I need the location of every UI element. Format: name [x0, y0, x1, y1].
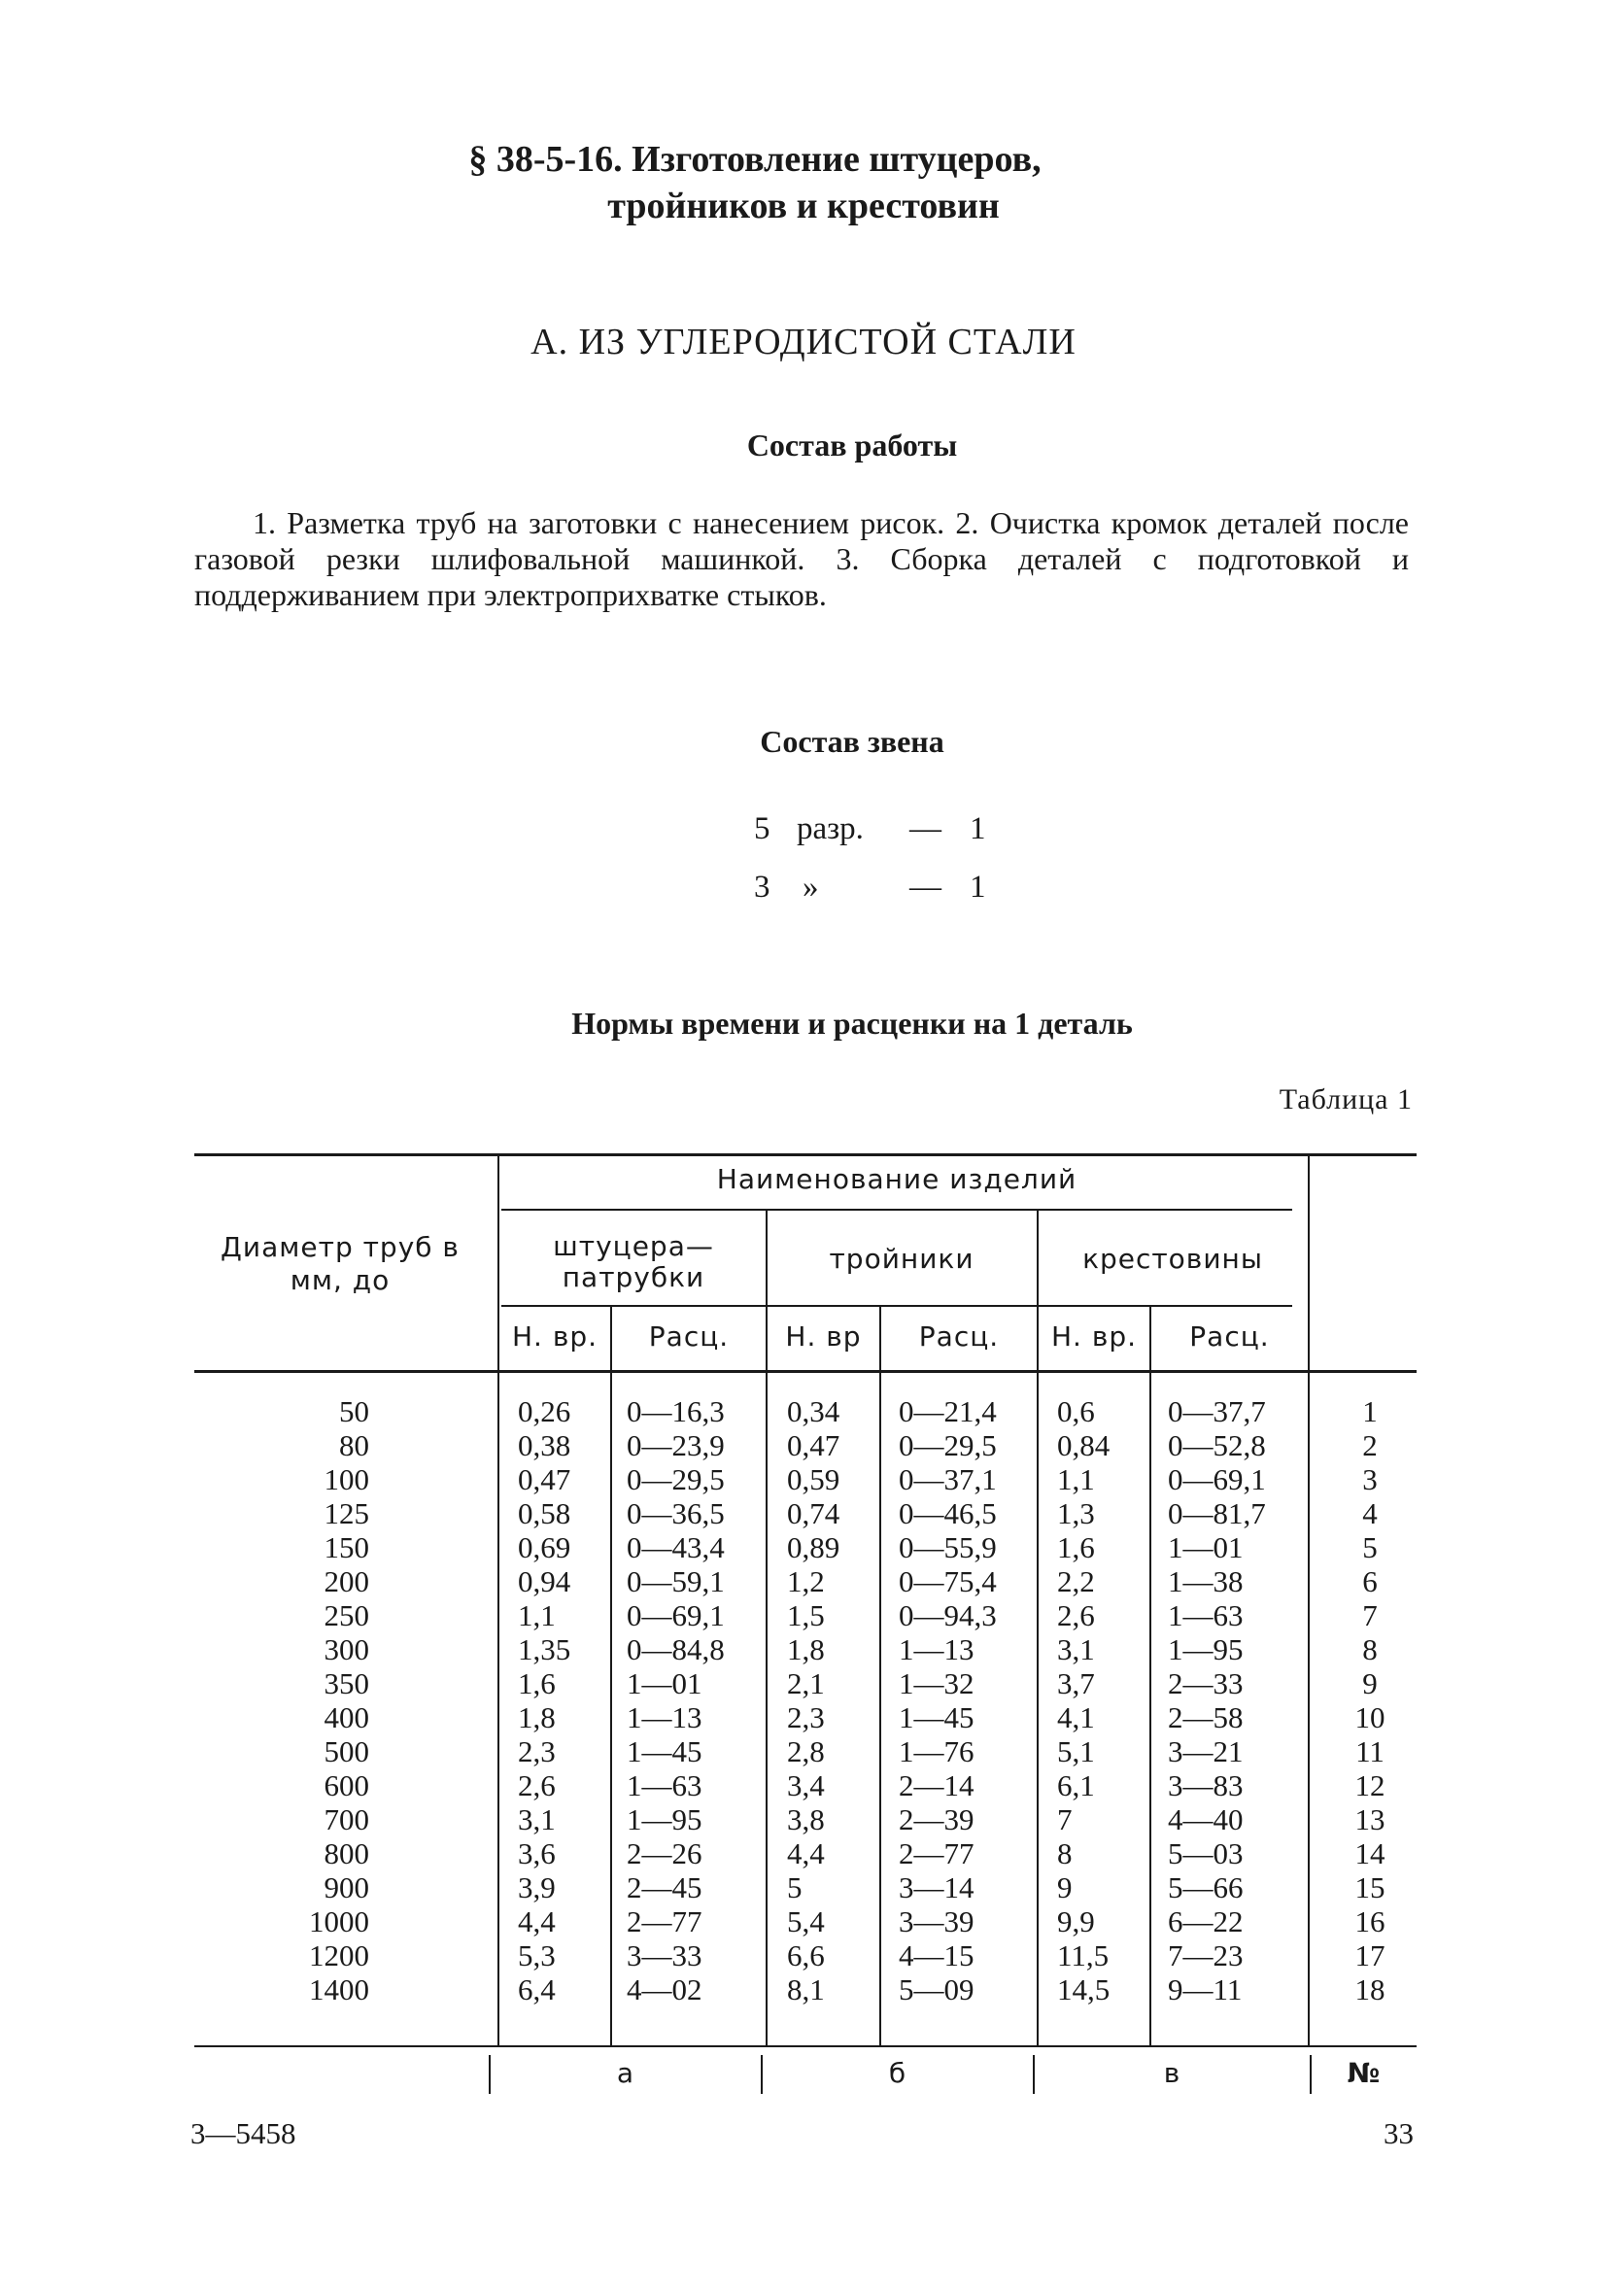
cell-tee-rate: 0—37,1 [899, 1462, 997, 1496]
cell-fitting-rate: 0—29,5 [627, 1462, 725, 1496]
norms-heading: Нормы времени и расценки на 1 деталь [571, 1006, 1133, 1041]
cell-cross-rate: 5—03 [1168, 1836, 1244, 1870]
work-description [194, 505, 1409, 613]
cell-cross-time: 1,6 [1057, 1530, 1095, 1564]
cell-tee-time: 0,89 [787, 1530, 840, 1564]
cell-fitting-rate: 1—01 [627, 1666, 702, 1700]
cell-fitting-rate: 0—59,1 [627, 1564, 725, 1598]
crew-count: 1 [970, 870, 986, 905]
cell-cross-time: 0,84 [1057, 1428, 1111, 1462]
page-number: 33 [1384, 2116, 1414, 2150]
table-row [194, 1700, 1417, 1734]
cell-tee-time: 5,4 [787, 1904, 825, 1938]
cell-fitting-rate: 3—33 [627, 1938, 702, 1972]
cell-diameter: 80 [339, 1428, 369, 1462]
cell-tee-time: 4,4 [787, 1836, 825, 1870]
cell-row-number: 16 [1354, 1904, 1385, 1938]
cell-tee-rate: 0—21,4 [899, 1394, 997, 1428]
cell-cross-rate: 6—22 [1168, 1904, 1244, 1938]
footer-letter-v: в [1163, 2057, 1181, 2089]
cell-tee-time: 0,34 [787, 1394, 840, 1428]
product-header-tees: тройники [829, 1243, 974, 1275]
cell-tee-rate: 5—09 [899, 1972, 974, 2006]
cell-tee-rate: 3—39 [899, 1904, 974, 1938]
cell-fitting-rate: 0—23,9 [627, 1428, 725, 1462]
subheader-time: Н. вр. [511, 1320, 598, 1353]
cell-tee-time: 1,8 [787, 1632, 825, 1666]
cell-fitting-rate: 1—95 [627, 1802, 702, 1836]
crew-count: 1 [970, 811, 986, 846]
cell-fitting-rate: 1—63 [627, 1768, 702, 1802]
cell-row-number: 3 [1362, 1462, 1378, 1496]
cell-tee-time: 2,3 [787, 1700, 825, 1734]
cell-cross-time: 14,5 [1057, 1972, 1111, 2006]
crew-heading: Состав звена [760, 724, 944, 759]
cell-fitting-time: 6,4 [518, 1972, 556, 2006]
cell-cross-time: 9 [1057, 1870, 1073, 1904]
cell-cross-time: 3,7 [1057, 1666, 1095, 1700]
cell-fitting-rate: 2—26 [627, 1836, 702, 1870]
cell-fitting-time: 4,4 [518, 1904, 556, 1938]
cell-row-number: 18 [1354, 1972, 1385, 2006]
cell-row-number: 12 [1354, 1768, 1385, 1802]
cell-fitting-rate: 0—16,3 [627, 1394, 725, 1428]
footer-letter-b: б [888, 2057, 907, 2089]
cell-fitting-time: 1,1 [518, 1598, 556, 1632]
crew-grade: 5 [754, 811, 770, 846]
col-divider [1308, 1155, 1310, 1370]
cell-row-number: 4 [1362, 1496, 1378, 1530]
cell-tee-rate: 2—39 [899, 1802, 974, 1836]
section-title [0, 136, 1607, 229]
subheader-time: Н. вр [785, 1320, 862, 1353]
table-row [194, 1496, 1417, 1530]
cell-tee-rate: 1—45 [899, 1700, 974, 1734]
cell-tee-time: 2,8 [787, 1734, 825, 1768]
cell-cross-rate: 1—38 [1168, 1564, 1244, 1598]
table-row [194, 1428, 1417, 1462]
cell-fitting-time: 3,1 [518, 1802, 556, 1836]
cell-cross-rate: 9—11 [1168, 1972, 1243, 2006]
cell-cross-time: 4,1 [1057, 1700, 1095, 1734]
cell-row-number: 14 [1354, 1836, 1385, 1870]
cell-diameter: 400 [324, 1700, 369, 1734]
cell-diameter: 125 [324, 1496, 369, 1530]
cell-diameter: 900 [324, 1870, 369, 1904]
cell-row-number: 8 [1362, 1632, 1378, 1666]
cell-fitting-rate: 1—45 [627, 1734, 702, 1768]
cell-tee-rate: 1—13 [899, 1632, 974, 1666]
header-bottom-rule [194, 1370, 1417, 1373]
table-row [194, 1394, 1417, 1428]
cell-cross-time: 2,6 [1057, 1598, 1095, 1632]
cell-tee-time: 5 [787, 1870, 803, 1904]
cell-diameter: 50 [339, 1394, 369, 1428]
cell-tee-time: 8,1 [787, 1972, 825, 2006]
cell-tee-time: 6,6 [787, 1938, 825, 1972]
cell-cross-rate: 4—40 [1168, 1802, 1244, 1836]
cell-cross-rate: 1—01 [1168, 1530, 1244, 1564]
cell-cross-time: 3,1 [1057, 1632, 1095, 1666]
table-row [194, 1598, 1417, 1632]
cell-tee-rate: 1—76 [899, 1734, 974, 1768]
cell-tee-time: 1,5 [787, 1598, 825, 1632]
crew-grade: 3 [754, 870, 770, 905]
cell-fitting-rate: 0—69,1 [627, 1598, 725, 1632]
cell-fitting-rate: 0—43,4 [627, 1530, 725, 1564]
table-row [194, 1938, 1417, 1972]
cell-diameter: 200 [324, 1564, 369, 1598]
cell-cross-time: 8 [1057, 1836, 1073, 1870]
cell-cross-rate: 0—52,8 [1168, 1428, 1266, 1462]
cell-cross-rate: 1—95 [1168, 1632, 1244, 1666]
cell-diameter: 350 [324, 1666, 369, 1700]
cell-tee-rate: 2—14 [899, 1768, 974, 1802]
subheader-rate: Расц. [918, 1320, 1000, 1353]
cell-cross-time: 6,1 [1057, 1768, 1095, 1802]
table-caption: Таблица 1 [1279, 1083, 1413, 1115]
cell-row-number: 10 [1354, 1700, 1385, 1734]
group-header-rule [501, 1209, 1292, 1211]
cell-tee-time: 0,47 [787, 1428, 840, 1462]
cell-cross-time: 5,1 [1057, 1734, 1095, 1768]
cell-diameter: 500 [324, 1734, 369, 1768]
section-title-line1: § 38-5-16. Изготовление штуцеров, [468, 139, 1042, 180]
table-row [194, 1734, 1417, 1768]
table-row [194, 1530, 1417, 1564]
cell-fitting-time: 3,9 [518, 1870, 556, 1904]
work-heading: Состав работы [746, 428, 958, 463]
cell-row-number: 15 [1354, 1870, 1385, 1904]
cell-fitting-time: 0,47 [518, 1462, 571, 1496]
cell-tee-rate: 0—46,5 [899, 1496, 997, 1530]
cell-diameter: 150 [324, 1530, 369, 1564]
subheader-time: Н. вр. [1050, 1320, 1138, 1353]
cell-diameter: 700 [324, 1802, 369, 1836]
cell-cross-rate: 0—81,7 [1168, 1496, 1266, 1530]
cell-tee-rate: 3—14 [899, 1870, 974, 1904]
cell-cross-rate: 2—58 [1168, 1700, 1244, 1734]
table-row [194, 1768, 1417, 1802]
table-row [194, 1462, 1417, 1496]
cell-cross-rate: 0—37,7 [1168, 1394, 1266, 1428]
work-description-text: 1. Разметка труб на заготовки с нанесением рисок. 2. Очистка кромок деталей после газовой резки шлифовальной машинкой. 3. Сборка деталей с подготовкой и поддерживанием при электроприхватке стыков. [194, 505, 1409, 612]
cell-fitting-time: 1,35 [518, 1632, 571, 1666]
table-row [194, 1972, 1417, 2006]
cell-fitting-rate: 2—45 [627, 1870, 702, 1904]
cell-fitting-time: 0,26 [518, 1394, 571, 1428]
subsection-title: А. ИЗ УГЛЕРОДИСТОЙ СТАЛИ [530, 322, 1077, 362]
cell-fitting-time: 0,69 [518, 1530, 571, 1564]
cell-fitting-rate: 0—36,5 [627, 1496, 725, 1530]
cell-fitting-time: 1,6 [518, 1666, 556, 1700]
cell-fitting-time: 0,58 [518, 1496, 571, 1530]
cell-diameter: 600 [324, 1768, 369, 1802]
cell-fitting-rate: 0—84,8 [627, 1632, 725, 1666]
cell-cross-rate: 0—69,1 [1168, 1462, 1266, 1496]
cell-diameter: 800 [324, 1836, 369, 1870]
table-bottom-rule [194, 2045, 1417, 2047]
cell-row-number: 2 [1362, 1428, 1378, 1462]
crew-dash: — [909, 870, 941, 905]
group-header: Наименование изделий [716, 1163, 1077, 1195]
table-top-rule [194, 1153, 1417, 1156]
cell-row-number: 13 [1354, 1802, 1385, 1836]
cell-row-number: 1 [1362, 1394, 1378, 1428]
table-row [194, 1836, 1417, 1870]
cell-tee-time: 1,2 [787, 1564, 825, 1598]
cell-cross-rate: 1—63 [1168, 1598, 1244, 1632]
col-header-diameter: Диаметр труб в мм, до [221, 1231, 460, 1296]
table-row [194, 1904, 1417, 1938]
product-header-crosses: крестовины [1082, 1243, 1263, 1275]
cell-fitting-time: 2,3 [518, 1734, 556, 1768]
section-title-line2: тройников и крестовин [607, 186, 1000, 226]
cell-cross-time: 2,2 [1057, 1564, 1095, 1598]
cell-diameter: 250 [324, 1598, 369, 1632]
cell-cross-time: 11,5 [1057, 1938, 1110, 1972]
product-header-fittings: штуцера—патрубки [553, 1230, 714, 1293]
cell-tee-time: 0,59 [787, 1462, 840, 1496]
cell-cross-rate: 7—23 [1168, 1938, 1244, 1972]
cell-fitting-time: 3,6 [518, 1836, 556, 1870]
crew-unit: разр. [797, 811, 864, 846]
cell-fitting-rate: 4—02 [627, 1972, 702, 2006]
cell-diameter: 1200 [309, 1938, 369, 1972]
cell-cross-time: 7 [1057, 1802, 1073, 1836]
cell-cross-rate: 3—83 [1168, 1768, 1244, 1802]
cell-fitting-time: 1,8 [518, 1700, 556, 1734]
cell-tee-time: 3,4 [787, 1768, 825, 1802]
cell-cross-time: 1,3 [1057, 1496, 1095, 1530]
cell-tee-time: 2,1 [787, 1666, 825, 1700]
subheader-rate: Расц. [1189, 1320, 1270, 1353]
cell-row-number: 11 [1355, 1734, 1385, 1768]
cell-tee-rate: 0—94,3 [899, 1598, 997, 1632]
footer-number-sign: № [1347, 2057, 1382, 2089]
subheader-rate: Расц. [648, 1320, 730, 1353]
cell-row-number: 6 [1362, 1564, 1378, 1598]
cell-diameter: 300 [324, 1632, 369, 1666]
cell-tee-time: 0,74 [787, 1496, 840, 1530]
cell-row-number: 7 [1362, 1598, 1378, 1632]
table-row [194, 1564, 1417, 1598]
cell-fitting-rate: 1—13 [627, 1700, 702, 1734]
crew-unit: » [803, 870, 819, 905]
print-code: 3—5458 [190, 2116, 296, 2150]
norms-table [194, 1153, 1417, 2094]
cell-cross-time: 0,6 [1057, 1394, 1095, 1428]
crew-dash: — [909, 811, 941, 846]
cell-cross-time: 1,1 [1057, 1462, 1095, 1496]
table-row [194, 1666, 1417, 1700]
product-header-rule [501, 1305, 1292, 1307]
cell-cross-time: 9,9 [1057, 1904, 1095, 1938]
cell-tee-rate: 2—77 [899, 1836, 974, 1870]
cell-diameter: 100 [324, 1462, 369, 1496]
cell-tee-rate: 1—32 [899, 1666, 974, 1700]
table-row [194, 1870, 1417, 1904]
cell-fitting-time: 2,6 [518, 1768, 556, 1802]
cell-diameter: 1000 [309, 1904, 369, 1938]
cell-cross-rate: 3—21 [1168, 1734, 1244, 1768]
cell-fitting-rate: 2—77 [627, 1904, 702, 1938]
cell-fitting-time: 0,38 [518, 1428, 571, 1462]
cell-tee-rate: 0—75,4 [899, 1564, 997, 1598]
cell-tee-rate: 4—15 [899, 1938, 974, 1972]
footer-letter-a: а [616, 2057, 635, 2089]
cell-fitting-time: 0,94 [518, 1564, 571, 1598]
cell-row-number: 5 [1362, 1530, 1378, 1564]
table-row [194, 1632, 1417, 1666]
cell-fitting-time: 5,3 [518, 1938, 556, 1972]
table-row [194, 1802, 1417, 1836]
cell-row-number: 9 [1362, 1666, 1378, 1700]
cell-tee-rate: 0—55,9 [899, 1530, 997, 1564]
cell-cross-rate: 5—66 [1168, 1870, 1244, 1904]
cell-cross-rate: 2—33 [1168, 1666, 1244, 1700]
cell-row-number: 17 [1354, 1938, 1385, 1972]
cell-diameter: 1400 [309, 1972, 369, 2006]
cell-tee-rate: 0—29,5 [899, 1428, 997, 1462]
cell-tee-time: 3,8 [787, 1802, 825, 1836]
